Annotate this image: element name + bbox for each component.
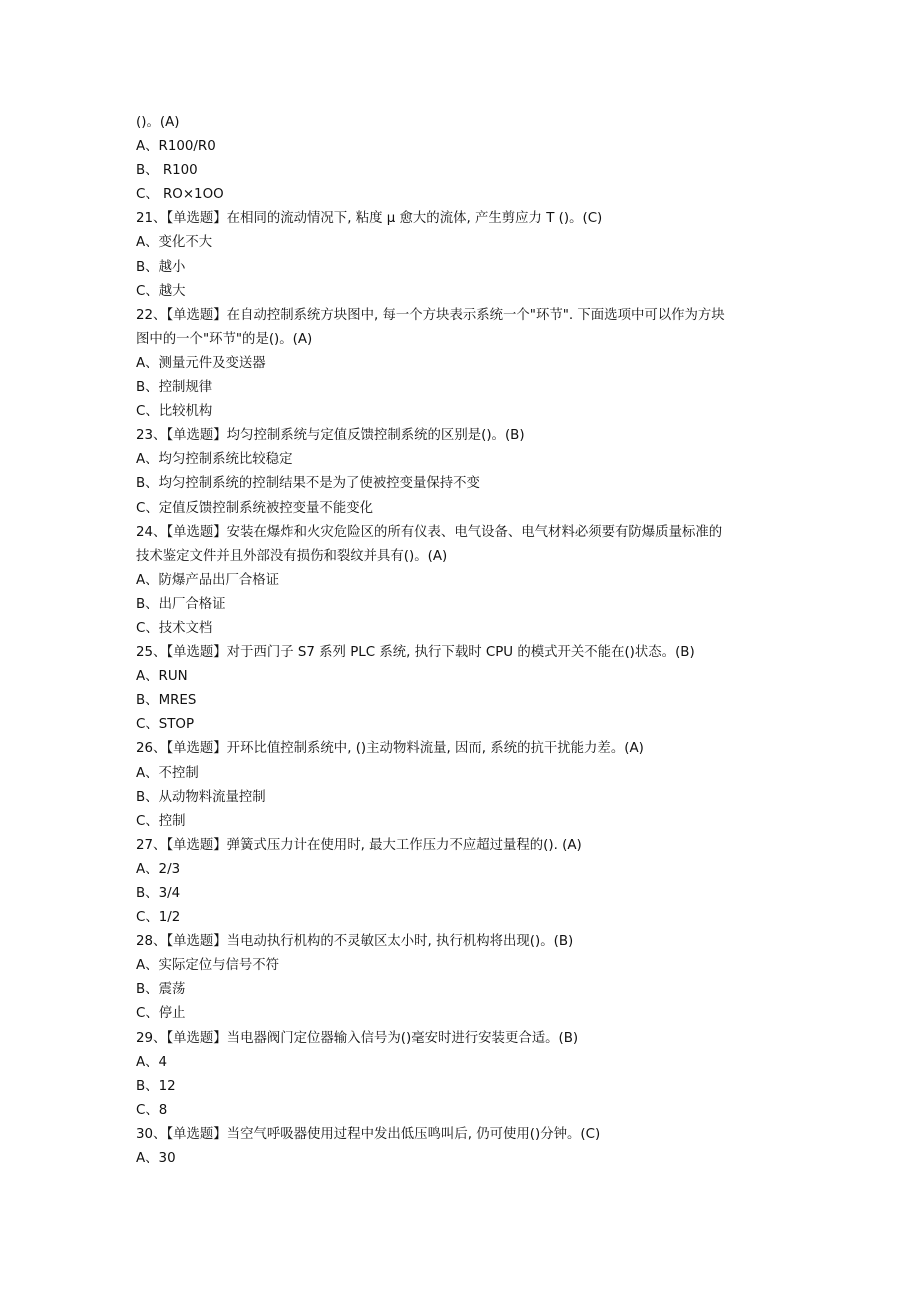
option-a: A、防爆产品出厂合格证 (136, 572, 280, 588)
option-c: C、停止 (136, 1006, 186, 1022)
option-a: A、30 (136, 1151, 176, 1167)
question-21: 21、【单选题】在相同的流动情况下, 粘度 μ 愈大的流体, 产生剪应力 T ()。(C) (136, 211, 603, 227)
option-a: A、不控制 (136, 765, 199, 781)
question-25: 25、【单选题】对于西门子 S7 系列 PLC 系统, 执行下载时 CPU 的模式开关不能在()状态。(B) (136, 645, 695, 661)
option-c: C、8 (136, 1102, 168, 1118)
option-a: A、均匀控制系统比较稳定 (136, 452, 293, 468)
option-a: A、实际定位与信号不符 (136, 958, 280, 974)
text-line: ()。(A) (136, 115, 180, 130)
question-22: 22、【单选题】在自动控制系统方块图中, 每一个方块表示系统一个"环节". 下面选项中可以作为方块 (136, 307, 725, 323)
option-c: C、1/2 (136, 910, 181, 926)
option-c: C、STOP (136, 717, 195, 733)
option-b: B、12 (136, 1078, 176, 1094)
option-c: C、 RO×1OO (136, 187, 224, 203)
question-30: 30、【单选题】当空气呼吸器使用过程中发出低压鸣叫后, 仍可使用()分钟。(C) (136, 1126, 601, 1142)
question-28: 28、【单选题】当电动执行机构的不灵敏区太小时, 执行机构将出现()。(B) (136, 934, 574, 950)
option-b: B、震荡 (136, 982, 186, 998)
option-b: B、控制规律 (136, 380, 213, 396)
option-c: C、技术文档 (136, 620, 213, 636)
option-b: B、越小 (136, 259, 186, 275)
question-23: 23、【单选题】均匀控制系统与定值反馈控制系统的区别是()。(B) (136, 428, 525, 444)
option-b: B、从动物料流量控制 (136, 789, 266, 805)
option-c: C、定值反馈控制系统被控变量不能变化 (136, 500, 373, 516)
option-b: B、3/4 (136, 886, 181, 901)
option-a: A、RUN (136, 669, 188, 685)
option-b: B、均匀控制系统的控制结果不是为了使被控变量保持不变 (136, 476, 480, 492)
question-list (136, 111, 796, 1171)
option-a: A、2/3 (136, 861, 181, 877)
question-27: 27、【单选题】弹簧式压力计在使用时, 最大工作压力不应超过量程的(). (A) (136, 837, 582, 853)
question-29: 29、【单选题】当电器阀门定位器输入信号为()毫安时进行安装更合适。(B) (136, 1030, 579, 1046)
question-24: 24、【单选题】安装在爆炸和火灾危险区的所有仪表、电气设备、电气材料必须要有防爆质量标准的 (136, 524, 723, 540)
option-a: A、4 (136, 1054, 168, 1070)
option-b: B、MRES (136, 693, 197, 709)
option-a: A、变化不大 (136, 235, 213, 251)
option-c: C、越大 (136, 283, 186, 299)
question-26: 26、【单选题】开环比值控制系统中, ()主动物料流量, 因而, 系统的抗干扰能力差。(A) (136, 741, 644, 757)
option-a: A、测量元件及变送器 (136, 355, 266, 371)
option-a: A、R100/R0 (136, 139, 216, 155)
question-24-cont: 技术鉴定文件并且外部没有损伤和裂纹并具有()。(A) (136, 548, 448, 564)
option-b: B、出厂合格证 (136, 596, 226, 612)
question-22-cont: 图中的一个"环节"的是()。(A) (136, 331, 313, 347)
option-c: C、控制 (136, 813, 186, 829)
option-b: B、 R100 (136, 163, 198, 179)
option-c: C、比较机构 (136, 404, 213, 420)
